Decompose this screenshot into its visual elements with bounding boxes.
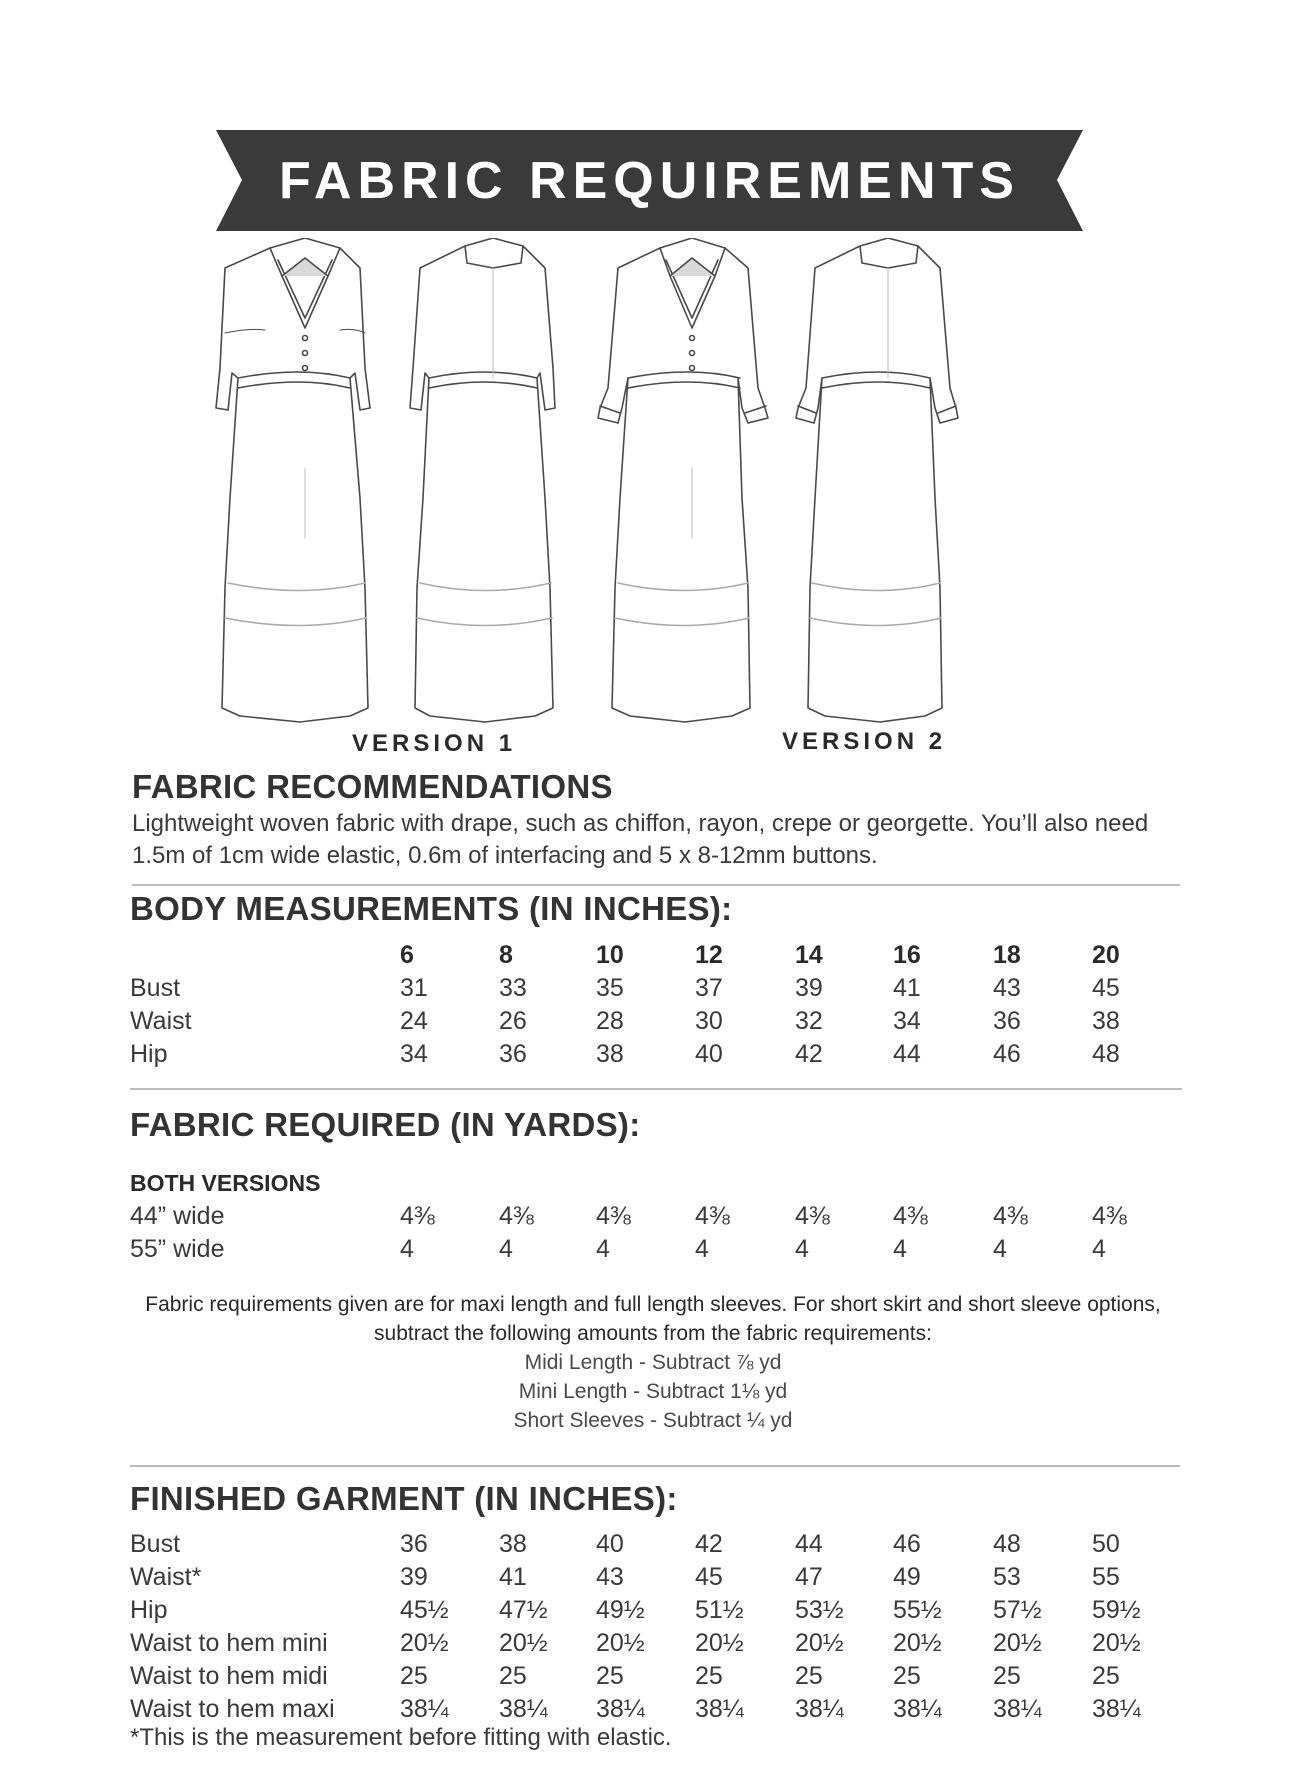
- cell: 4⅜: [400, 1202, 435, 1230]
- recommendations-text: [132, 808, 1192, 872]
- recommendations-line-1: Lightweight woven fabric with drape, such as chiffon, rayon, crepe or georgette. You’ll also need: [132, 810, 1149, 837]
- cell: 41: [499, 1563, 527, 1591]
- cell: 4⅜: [795, 1202, 830, 1230]
- cell: 44: [893, 1040, 921, 1068]
- cell: 4: [596, 1235, 610, 1263]
- cell: 20½: [795, 1629, 844, 1657]
- cell: 4: [893, 1235, 907, 1263]
- cell: 38: [1092, 1007, 1120, 1035]
- size-header: 18: [993, 941, 1021, 969]
- size-header: 10: [596, 941, 624, 969]
- row-label: Bust: [130, 1530, 181, 1558]
- cell: 47: [795, 1563, 823, 1591]
- cell: 44: [795, 1530, 823, 1558]
- note-line-2: subtract the following amounts from the fabric requirements:: [374, 1322, 932, 1345]
- cell: 34: [893, 1007, 921, 1035]
- table-row: [130, 1038, 1172, 1071]
- body-measurements-table: [130, 939, 1172, 1071]
- elastic-footnote: *This is the measurement before fitting with elastic.: [130, 1724, 672, 1751]
- cell: 4: [795, 1235, 809, 1263]
- note-mini: Mini Length - Subtract 1⅛ yd: [518, 1380, 788, 1403]
- row-label: Hip: [130, 1596, 168, 1624]
- cell: 51½: [695, 1596, 744, 1624]
- cell: 20½: [400, 1629, 449, 1657]
- size-header-row: [130, 939, 1172, 972]
- row-label: Hip: [130, 1040, 168, 1068]
- table-row: [130, 1594, 1172, 1627]
- cell: 20½: [893, 1629, 942, 1657]
- cell: 45: [695, 1563, 723, 1591]
- dress-v2-front: [598, 238, 768, 722]
- fabric-note: [120, 1290, 1186, 1435]
- cell: 38¼: [893, 1695, 942, 1723]
- table-row: [130, 1627, 1172, 1660]
- recommendations-title: FABRIC RECOMMENDATIONS: [132, 768, 613, 805]
- divider: [132, 884, 1180, 886]
- cell: 36: [499, 1040, 527, 1068]
- cell: 28: [596, 1007, 624, 1035]
- cell: 25: [795, 1662, 823, 1690]
- table-row: [130, 1200, 1172, 1233]
- page-title: FABRIC REQUIREMENTS: [279, 151, 1020, 210]
- row-label: Waist: [130, 1007, 192, 1035]
- cell: 38¼: [695, 1695, 744, 1723]
- cell: 42: [695, 1530, 723, 1558]
- cell: 38¼: [795, 1695, 844, 1723]
- row-label: Waist to hem maxi: [130, 1695, 335, 1723]
- cell: 25: [596, 1662, 624, 1690]
- cell: 4⅜: [893, 1202, 928, 1230]
- size-header: 16: [893, 941, 921, 969]
- cell: 4: [993, 1235, 1007, 1263]
- cell: 49: [893, 1563, 921, 1591]
- cell: 50: [1092, 1530, 1120, 1558]
- size-header: 6: [400, 941, 414, 969]
- cell: 33: [499, 974, 527, 1002]
- body-measurements-title: BODY MEASUREMENTS (IN INCHES):: [130, 890, 733, 927]
- cell: 36: [400, 1530, 428, 1558]
- note-midi: Midi Length - Subtract ⅞ yd: [524, 1351, 782, 1374]
- cell: 20½: [1092, 1629, 1141, 1657]
- cell: 4⅜: [596, 1202, 631, 1230]
- cell: 30: [695, 1007, 723, 1035]
- cell: 42: [795, 1040, 823, 1068]
- cell: 38: [596, 1040, 624, 1068]
- finished-garment-table: [130, 1528, 1172, 1726]
- size-header: 20: [1092, 941, 1120, 969]
- cell: 20½: [596, 1629, 645, 1657]
- cell: 20½: [499, 1629, 548, 1657]
- cell: 55½: [893, 1596, 942, 1624]
- cell: 4: [400, 1235, 414, 1263]
- both-versions-subheading: BOTH VERSIONS: [130, 1170, 321, 1196]
- cell: 39: [795, 974, 823, 1002]
- table-row: [130, 1561, 1172, 1594]
- cell: 48: [1092, 1040, 1120, 1068]
- size-header: 14: [795, 941, 823, 969]
- divider: [130, 1465, 1180, 1467]
- cell: 59½: [1092, 1596, 1141, 1624]
- version-1-label: VERSION 1: [352, 730, 517, 757]
- cell: 40: [596, 1530, 624, 1558]
- cell: 45: [1092, 974, 1120, 1002]
- table-row: [130, 1528, 1172, 1561]
- cell: 38: [499, 1530, 527, 1558]
- cell: 25: [400, 1662, 428, 1690]
- note-sleeves: Short Sleeves - Subtract ¼ yd: [513, 1409, 793, 1432]
- cell: 38¼: [596, 1695, 645, 1723]
- table-row: [130, 1660, 1172, 1693]
- cell: 57½: [993, 1596, 1042, 1624]
- cell: 4: [695, 1235, 709, 1263]
- dress-illustrations: [210, 238, 1090, 730]
- cell: 48: [993, 1530, 1021, 1558]
- table-row: [130, 972, 1172, 1005]
- cell: 4: [499, 1235, 513, 1263]
- cell: 46: [893, 1530, 921, 1558]
- cell: 25: [1092, 1662, 1120, 1690]
- cell: 49½: [596, 1596, 645, 1624]
- dress-v1-front: [216, 238, 370, 722]
- row-label: Waist to hem mini: [130, 1629, 328, 1657]
- cell: 43: [993, 974, 1021, 1002]
- cell: 26: [499, 1007, 527, 1035]
- cell: 4⅜: [695, 1202, 730, 1230]
- cell: 31: [400, 974, 428, 1002]
- fabric-required-table: [130, 1200, 1172, 1266]
- cell: 39: [400, 1563, 428, 1591]
- version-2-label: VERSION 2: [782, 728, 947, 755]
- cell: 38¼: [993, 1695, 1042, 1723]
- cell: 24: [400, 1007, 428, 1035]
- divider: [130, 1088, 1182, 1090]
- cell: 4: [1092, 1235, 1106, 1263]
- finished-garment-title: FINISHED GARMENT (IN INCHES):: [130, 1480, 678, 1517]
- row-label: 44” wide: [130, 1202, 225, 1230]
- cell: 40: [695, 1040, 723, 1068]
- cell: 32: [795, 1007, 823, 1035]
- cell: 34: [400, 1040, 428, 1068]
- row-label: Waist*: [130, 1563, 202, 1591]
- cell: 43: [596, 1563, 624, 1591]
- cell: 4⅜: [1092, 1202, 1127, 1230]
- cell: 4⅜: [499, 1202, 534, 1230]
- row-label: 55” wide: [130, 1235, 225, 1263]
- cell: 25: [499, 1662, 527, 1690]
- cell: 45½: [400, 1596, 449, 1624]
- dress-v1-back: [410, 238, 555, 722]
- cell: 20½: [993, 1629, 1042, 1657]
- cell: 37: [695, 974, 723, 1002]
- fabric-required-title: FABRIC REQUIRED (IN YARDS):: [130, 1106, 641, 1143]
- table-row: [130, 1005, 1172, 1038]
- cell: 47½: [499, 1596, 548, 1624]
- table-row: [130, 1233, 1172, 1266]
- cell: 36: [993, 1007, 1021, 1035]
- note-line-1: Fabric requirements given are for maxi length and full length sleeves. For short skirt and short sleeve options,: [145, 1293, 1161, 1316]
- cell: 25: [695, 1662, 723, 1690]
- size-header: 12: [695, 941, 723, 969]
- cell: 4⅜: [993, 1202, 1028, 1230]
- cell: 35: [596, 974, 624, 1002]
- size-header: 8: [499, 941, 513, 969]
- cell: 38¼: [499, 1695, 548, 1723]
- cell: 25: [893, 1662, 921, 1690]
- cell: 53: [993, 1563, 1021, 1591]
- cell: 38¼: [1092, 1695, 1141, 1723]
- row-label: Waist to hem midi: [130, 1662, 328, 1690]
- table-row: [130, 1693, 1172, 1726]
- row-label: Bust: [130, 974, 181, 1002]
- cell: 46: [993, 1040, 1021, 1068]
- cell: 25: [993, 1662, 1021, 1690]
- cell: 53½: [795, 1596, 844, 1624]
- dress-v2-back: [796, 238, 958, 722]
- cell: 55: [1092, 1563, 1120, 1591]
- cell: 38¼: [400, 1695, 449, 1723]
- cell: 20½: [695, 1629, 744, 1657]
- recommendations-line-2: 1.5m of 1cm wide elastic, 0.6m of interfacing and 5 x 8-12mm buttons.: [132, 842, 878, 869]
- cell: 41: [893, 974, 921, 1002]
